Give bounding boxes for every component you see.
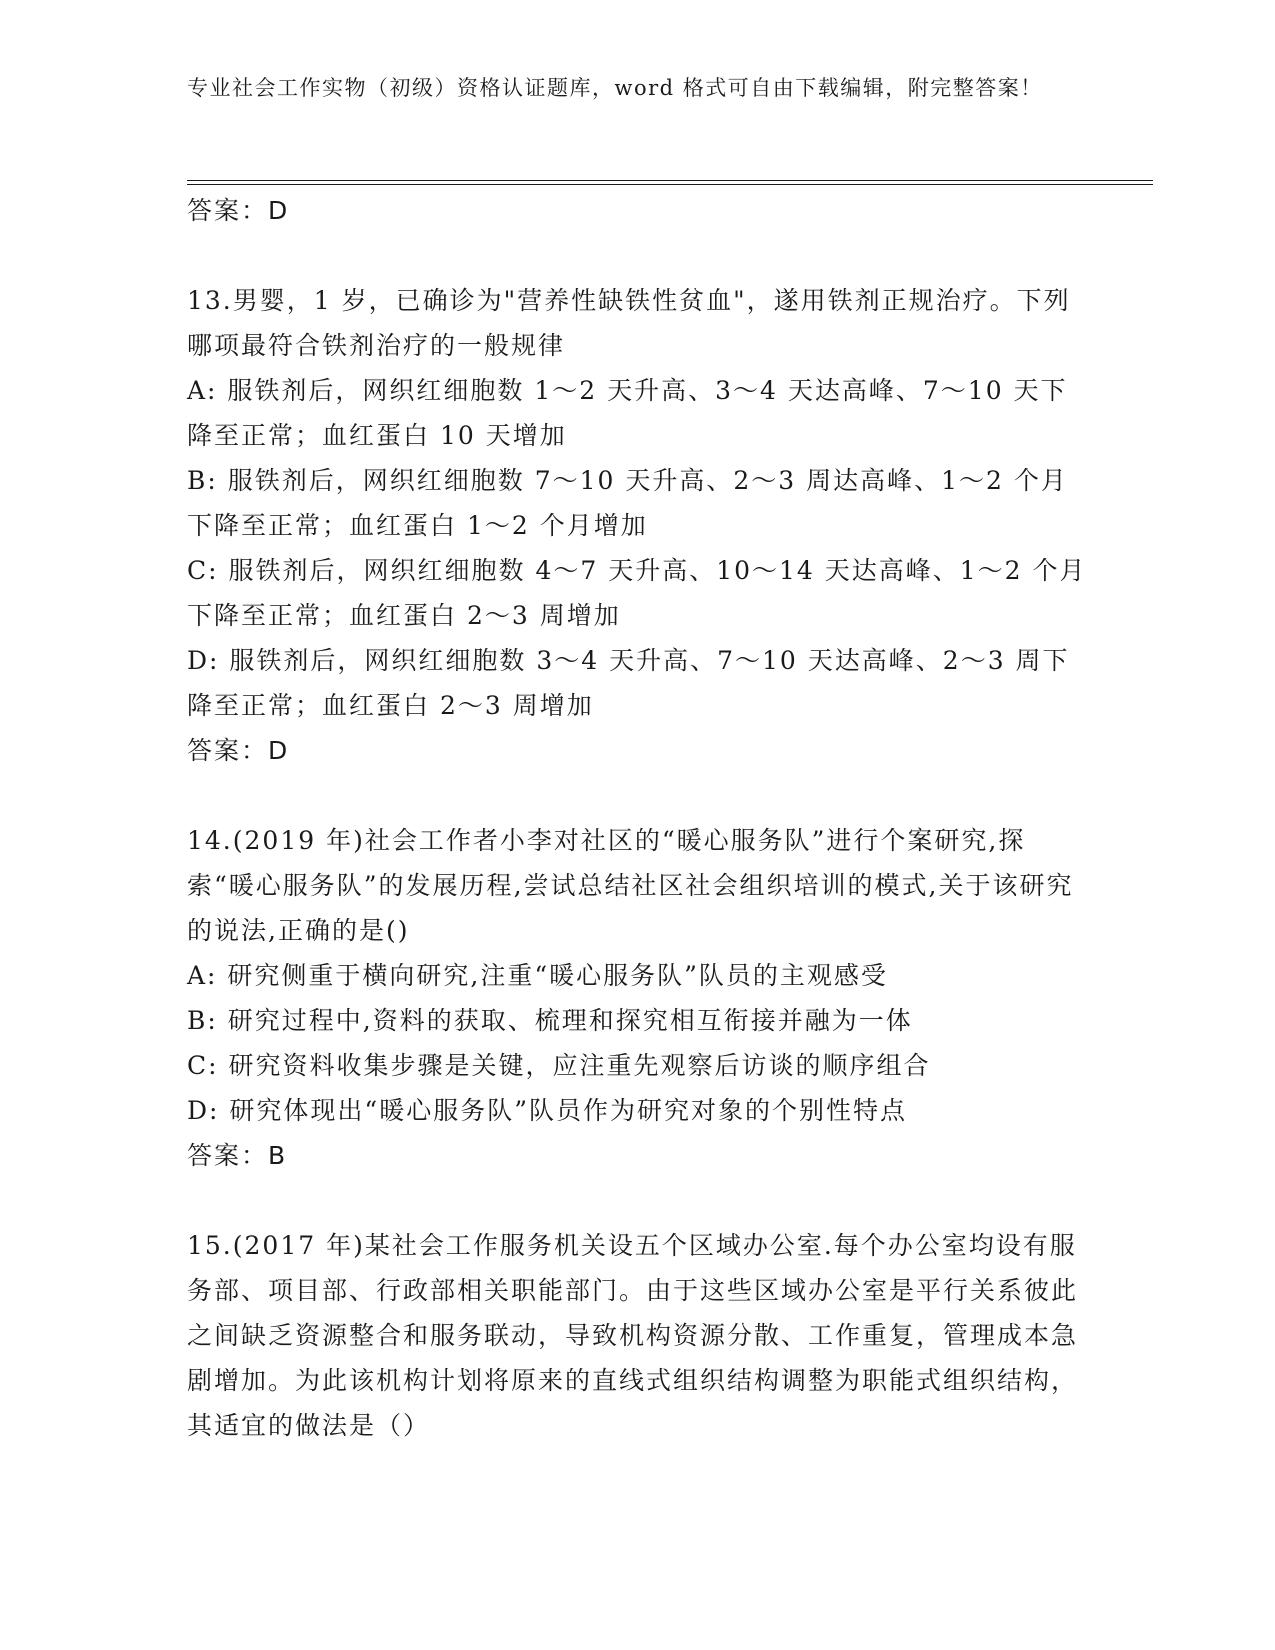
option-a: A: 服铁剂后，网织红细胞数 1～2 天升高、3～4 天达高峰、7～10 天下降至正常；血红蛋白 10 天增加 xyxy=(187,376,1068,450)
question-stem: 14.(2019 年)社会工作者小李对社区的“暖心服务队”进行个案研究,探索“暖心服务队”的发展历程,尝试总结社区社会组织培训的模式,关于该研究的说法,正确的是() xyxy=(187,826,1074,945)
option-d: D: 研究体现出“暖心服务队”队员作为研究对象的个别性特点 xyxy=(187,1096,907,1125)
page-header: 专业社会工作实物（初级）资格认证题库，word 格式可自由下载编辑，附完整答案！ xyxy=(187,76,1043,100)
option-b: B: 研究过程中,资料的获取、梳理和探究相互衔接并融为一体 xyxy=(187,1006,913,1035)
question-stem: 15.(2017 年)某社会工作服务机关设五个区域办公室.每个办公室均设有服务部、项目部、行政部相关职能部门。由于这些区域办公室是平行关系彼此之间缺乏资源整合和服务联动，导致机构资源分散、工作重复，管理成本急剧增加。为此该机构计划将原来的直线式组织结构调整为职能式组织结构，其适宜的做法是（） xyxy=(187,1231,1079,1440)
option-c: C: 服铁剂后，网织红细胞数 4～7 天升高、10～14 天达高峰、1～2 个月下降至正常；血红蛋白 2～3 周增加 xyxy=(187,556,1087,630)
question-14 xyxy=(187,818,1087,1178)
header-rule-top xyxy=(187,180,1153,181)
answer-line: 答案：D xyxy=(187,736,290,765)
option-a: A: 研究侧重于横向研究,注重“暖心服务队”队员的主观感受 xyxy=(187,961,888,990)
document-body xyxy=(187,188,1087,1448)
question-15 xyxy=(187,1223,1087,1448)
question-13 xyxy=(187,278,1087,773)
option-c: C: 研究资料收集步骤是关键，应注重先观察后访谈的顺序组合 xyxy=(187,1051,931,1080)
answer-line: 答案：B xyxy=(187,1141,288,1170)
question-stem: 13.男婴，1 岁，已确诊为"营养性缺铁性贫血"，遂用铁剂正规治疗。下列哪项最符合铁剂治疗的一般规律 xyxy=(187,286,1071,360)
option-b: B: 服铁剂后，网织红细胞数 7～10 天升高、2～3 周达高峰、1～2 个月下降至正常；血红蛋白 1～2 个月增加 xyxy=(187,466,1068,540)
option-d: D: 服铁剂后，网织红细胞数 3～4 天升高、7～10 天达高峰、2～3 周下降至正常；血红蛋白 2～3 周增加 xyxy=(187,646,1070,720)
header-rule-bottom xyxy=(187,184,1153,185)
answer-line: 答案：D xyxy=(187,196,290,225)
